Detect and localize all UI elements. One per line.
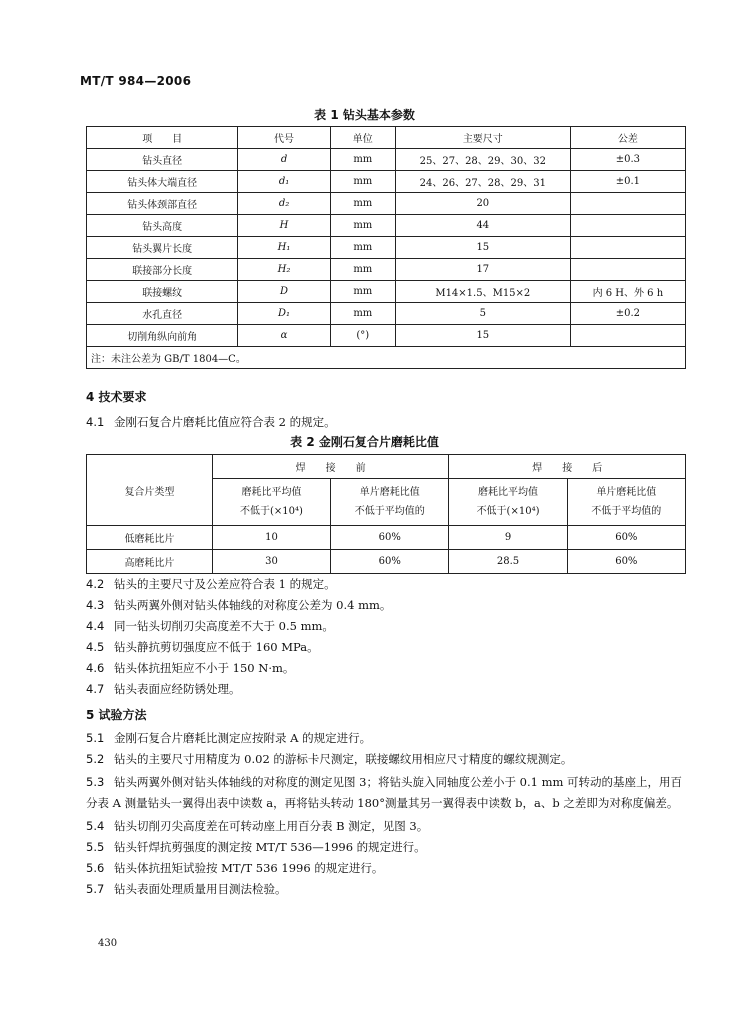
column-header: 主要尺寸 [395,127,570,149]
table-cell: 钻头高度 [87,215,238,237]
clause [86,772,686,814]
table-row [87,281,686,303]
clause-text: 金刚石复合片磨耗比测定应按附录 A 的规定进行。 [114,731,372,745]
table-cell: d [238,149,330,171]
section-5-heading: 5 试验方法 [86,708,147,722]
table-cell [570,215,685,237]
clause-text: 钻头静抗剪切强度应不低于 160 MPa。 [114,640,319,654]
table-cell: 钻头直径 [87,149,238,171]
header-line: 不低于平均值的 [591,506,662,517]
table-cell: 28.5 [449,550,567,574]
clause-text: 钻头体抗扭矩试验按 MT/T 536 1996 的规定进行。 [114,861,384,875]
table-cell: 9 [449,526,567,550]
clause-number: 4.6 [86,661,105,675]
clause-number: 4.1 [86,415,105,429]
table-cell: 水孔直径 [87,303,238,325]
table-cell: 切削角纵向前角 [87,325,238,347]
table-cell: 60% [331,526,449,550]
clause-number: 5.4 [86,819,105,833]
group-header-before: 焊 接 前 [212,455,449,479]
table-row [87,237,686,259]
column-header [331,479,449,526]
table-cell: α [238,325,330,347]
header-line: 磨耗比平均值 [478,487,539,498]
table-note-row [87,347,686,369]
table-cell: 10 [212,526,330,550]
header-line: 单片磨耗比值 [359,487,420,498]
column-header: 公差 [570,127,685,149]
table-cell: 钻头体颈部直径 [87,193,238,215]
table-cell: 联接部分长度 [87,259,238,281]
header-line: 不低于平均值的 [354,506,425,517]
clause [86,618,686,634]
table-cell: mm [330,303,395,325]
page-number: 430 [98,938,118,949]
clause [86,839,686,855]
table-cell: mm [330,237,395,259]
table-cell: 20 [395,193,570,215]
clause [86,860,686,876]
table-cell: 44 [395,215,570,237]
table-cell: mm [330,259,395,281]
table-cell: D₁ [238,303,330,325]
table-cell: mm [330,215,395,237]
clause-number: 4.7 [86,682,105,696]
table-row [87,526,686,550]
table-cell: mm [330,171,395,193]
table-note: 注：未注公差为 GB/T 1804—C。 [87,347,686,369]
table-cell: 24、26、27、28、29、31 [395,171,570,193]
clause-text: 同一钻头切削刃尖高度差不大于 0.5 mm。 [114,619,334,633]
table-row [87,303,686,325]
table-cell: d₁ [238,171,330,193]
table1-caption: 表 1 钻头基本参数 [314,108,415,122]
row-header-cell: 复合片类型 [87,455,213,526]
table-cell: 30 [212,550,330,574]
table-cell: d₂ [238,193,330,215]
table-cell: 25、27、28、29、30、32 [395,149,570,171]
section-4-heading: 4 技术要求 [86,390,147,404]
wear-ratio-table [86,454,686,574]
table2-caption: 表 2 金刚石复合片磨耗比值 [290,435,439,449]
clause-number: 4.3 [86,598,105,612]
header-line: 不低于(×10⁴) [240,506,303,517]
table-row [87,259,686,281]
table-cell: 高磨耗比片 [87,550,213,574]
table-cell: 15 [395,237,570,259]
table-row [87,325,686,347]
table-row [87,215,686,237]
clause-number: 5.2 [86,752,105,766]
table-cell: 联接螺纹 [87,281,238,303]
clause-number: 5.3 [86,775,105,789]
clause-number: 5.6 [86,861,105,875]
header-line: 磨耗比平均值 [241,487,302,498]
basic-parameters-table [86,126,686,369]
table-header-row [87,455,686,479]
clause-list-5 [86,730,686,897]
group-header-after: 焊 接 后 [449,455,686,479]
table-cell: 60% [567,526,685,550]
table-cell: H [238,215,330,237]
table-cell: mm [330,281,395,303]
table-row [87,171,686,193]
table-cell: 5 [395,303,570,325]
column-header: 项 目 [87,127,238,149]
clause-text: 金刚石复合片磨耗比值应符合表 2 的规定。 [114,415,336,429]
clause-text: 钻头的主要尺寸及公差应符合表 1 的规定。 [114,577,336,591]
table-header-row [87,127,686,149]
clause-number: 5.1 [86,731,105,745]
table-cell: mm [330,149,395,171]
clause [86,751,686,767]
clause [86,576,686,592]
table-cell: H₁ [238,237,330,259]
table-cell: 内 6 H、外 6 h [570,281,685,303]
clause-text: 钻头的主要尺寸用精度为 0.02 的游标卡尺测定，联接螺纹用相应尺寸精度的螺纹规测定。 [114,752,573,766]
table-cell [570,237,685,259]
clause [86,881,686,897]
table-cell: 低磨耗比片 [87,526,213,550]
table-cell [570,193,685,215]
table-cell: 60% [567,550,685,574]
clause-text: 钻头钎焊抗剪强度的测定按 MT/T 536—1996 的规定进行。 [114,840,426,854]
clause-list-4 [86,576,686,697]
standard-number: MT/T 984—2006 [80,74,192,88]
table-cell: mm [330,193,395,215]
clause-4-1 [86,414,336,430]
clause-text: 钻头表面应经防锈处理。 [114,682,241,696]
clause [86,681,686,697]
table-cell: 17 [395,259,570,281]
table-cell: M14×1.5、M15×2 [395,281,570,303]
clause-number: 4.4 [86,619,105,633]
table-row [87,550,686,574]
clause [86,597,686,613]
clause-number: 4.5 [86,640,105,654]
table-cell: 钻头翼片长度 [87,237,238,259]
clause-text: 钻头体抗扭矩应不小于 150 N·m。 [114,661,295,675]
table-cell: (°) [330,325,395,347]
table-cell [570,259,685,281]
clause [86,818,686,834]
clause-number: 4.2 [86,577,105,591]
clause-text: 钻头两翼外侧对钻头体轴线的对称度公差为 0.4 mm。 [114,598,392,612]
column-header [212,479,330,526]
table-cell: ±0.3 [570,149,685,171]
table-cell: ±0.2 [570,303,685,325]
table-cell: ±0.1 [570,171,685,193]
table-cell: D [238,281,330,303]
header-line: 单片磨耗比值 [596,487,657,498]
column-header [567,479,685,526]
table-cell [570,325,685,347]
clause-text: 钻头两翼外侧对钻头体轴线的对称度的测定见图 3；将钻头旋入同轴度公差小于 0.1 mm 可转动的基座上，用百分表 A 测量钻头一翼得出表中读数 a，再将钻头转动 180°测量其另一翼得表中读数 b，a、b 之差即为对称度偏差。 [86,775,683,810]
clause-number: 5.7 [86,882,105,896]
table-row [87,193,686,215]
clause [86,639,686,655]
column-header: 代号 [238,127,330,149]
header-line: 不低于(×10⁴) [476,506,540,517]
clause [86,660,686,676]
column-header [449,479,567,526]
clause-number: 5.5 [86,840,105,854]
table-cell: 60% [331,550,449,574]
clause-text: 钻头切削刃尖高度差在可转动座上用百分表 B 测定，见图 3。 [114,819,429,833]
table-cell: 钻头体大端直径 [87,171,238,193]
clause [86,730,686,746]
table-cell: H₂ [238,259,330,281]
clause-text: 钻头表面处理质量用目测法检验。 [114,882,287,896]
table-cell: 15 [395,325,570,347]
table-row [87,149,686,171]
column-header: 单位 [330,127,395,149]
